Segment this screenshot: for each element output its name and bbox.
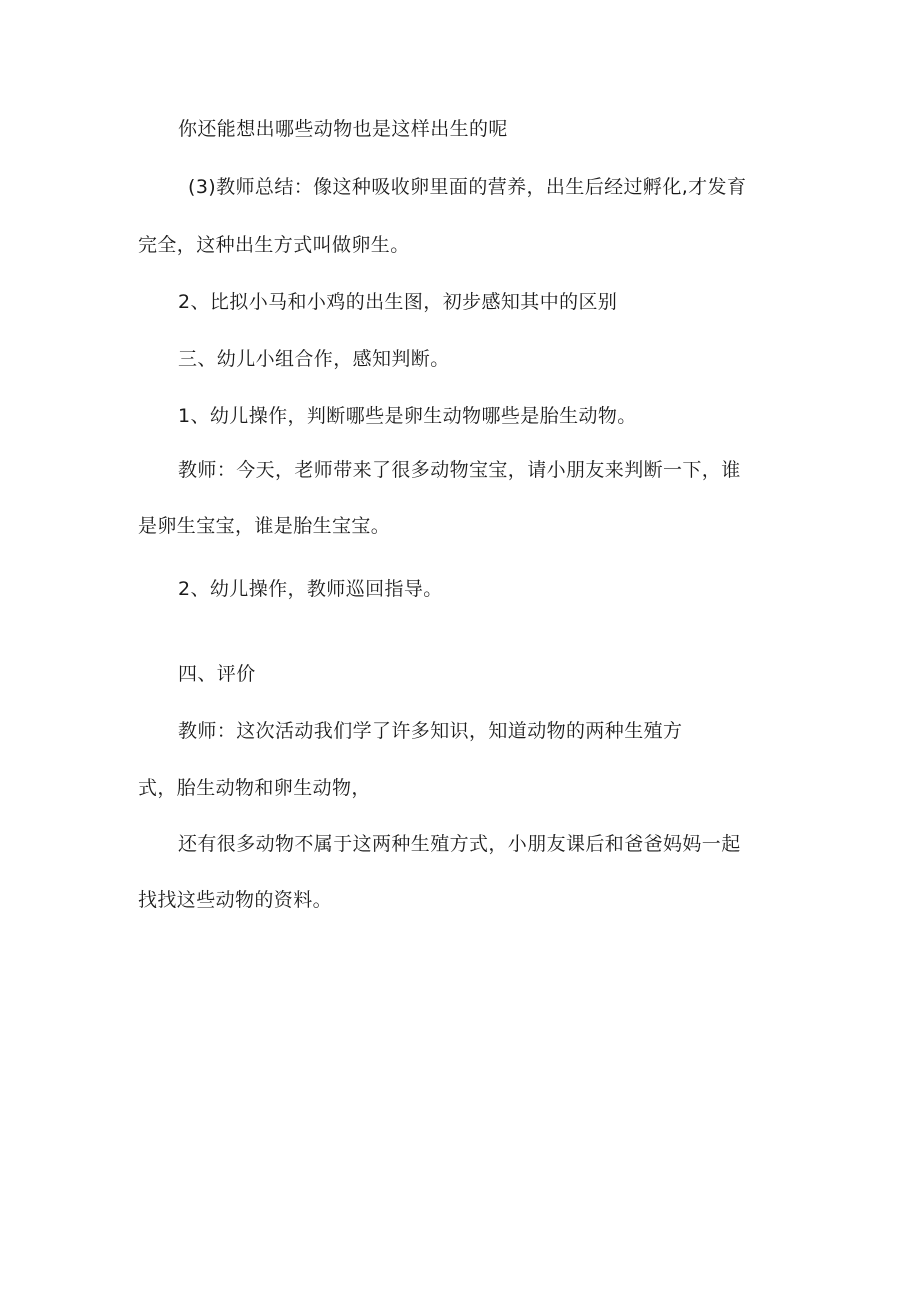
list-item: 2、比拟小马和小鸡的出生图，初步感知其中的区别 — [178, 291, 618, 313]
paragraph-line: 你还能想出哪些动物也是这样出生的呢 — [178, 118, 508, 140]
paragraph-line: 找找这些动物的资料。 — [138, 889, 333, 911]
paragraph-line: 还有很多动物不属于这两种生殖方式，小朋友课后和爸爸妈妈一起 — [178, 833, 741, 855]
list-item: 1、幼儿操作，判断哪些是卵生动物哪些是胎生动物。 — [178, 405, 637, 427]
paragraph-line: 教师：这次活动我们学了许多知识，知道动物的两种生殖方 — [178, 720, 683, 742]
section-heading: 三、幼儿小组合作，感知判断。 — [178, 348, 450, 370]
list-item: 2、幼儿操作，教师巡回指导。 — [178, 578, 443, 600]
paragraph-line: 完全，这种出生方式叫做卵生。 — [138, 234, 410, 256]
paragraph-line: (3)教师总结：像这种吸收卵里面的营养，出生后经过孵化,才发育 — [188, 176, 747, 198]
paragraph-line: 教师：今天，老师带来了很多动物宝宝，请小朋友来判断一下，谁 — [178, 459, 741, 481]
paragraph-line: 是卵生宝宝，谁是胎生宝宝。 — [138, 515, 391, 537]
section-heading: 四、评价 — [178, 663, 256, 685]
paragraph-line: 式，胎生动物和卵生动物， — [138, 777, 371, 799]
